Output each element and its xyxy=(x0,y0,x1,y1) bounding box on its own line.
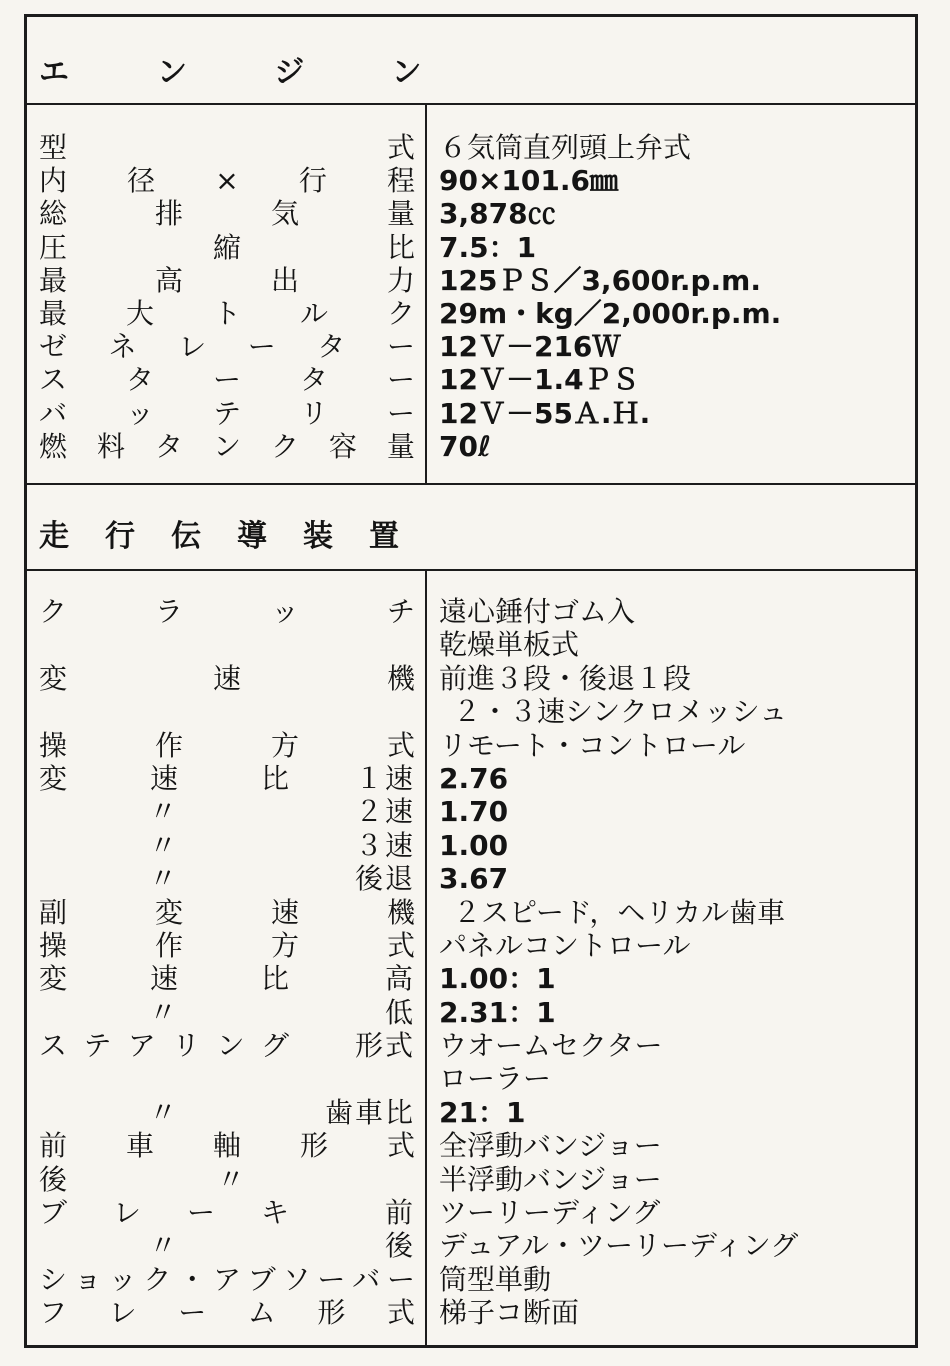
engine-label-row xyxy=(39,297,415,330)
drivetrain-value: デュアル・ツーリーディング xyxy=(439,1229,799,1263)
drivetrain-value: 1.00 xyxy=(439,828,509,862)
engine-label-row xyxy=(39,330,415,363)
engine-label-row xyxy=(39,430,415,463)
divider-engine-header xyxy=(27,103,915,105)
label-fuel-tank: 燃 料 タ ン ク 容 量 xyxy=(39,429,415,463)
drivetrain-label: 操 作 方 式 xyxy=(39,928,415,962)
drivetrain-label: 〃 xyxy=(149,862,178,896)
label-displacement: 総 排 気 量 xyxy=(39,197,415,231)
drivetrain-value: 1.00：1 xyxy=(439,962,556,996)
label-battery: バ ッ テ リ ー xyxy=(39,396,415,430)
drivetrain-label-row xyxy=(39,762,415,795)
drivetrain-label-row xyxy=(39,795,415,828)
value-max-power: 125ＰＳ／3,600r.p.m. xyxy=(439,263,761,297)
engine-labels xyxy=(39,131,415,463)
label-generator: ゼ ネ レ ー タ ー xyxy=(39,330,415,364)
drivetrain-label: 前 車 軸 形 式 xyxy=(39,1129,415,1163)
drivetrain-label: 副 変 速 機 xyxy=(39,895,415,929)
drivetrain-label-right: 低 xyxy=(384,995,415,1029)
drivetrain-value: 全浮動バンジョー xyxy=(439,1129,662,1163)
engine-values xyxy=(439,131,909,463)
drivetrain-value: ２スピード，ヘリカル歯車 xyxy=(453,895,786,929)
drivetrain-value: ツーリーディング xyxy=(439,1196,661,1230)
value-generator: 12Ｖ－216Ｗ xyxy=(439,330,621,364)
drivetrain-label: 変 速 比 xyxy=(39,962,289,996)
drivetrain-label-row xyxy=(39,1229,415,1262)
drivetrain-label: 〃 xyxy=(149,995,178,1029)
column-divider-engine xyxy=(425,103,427,483)
drivetrain-label: 変 速 機 xyxy=(39,661,415,695)
value-battery: 12Ｖ－55Ａ.Ｈ. xyxy=(439,396,651,430)
drivetrain-value: 半浮動バンジョー xyxy=(439,1162,662,1196)
value-compression: 7.5：1 xyxy=(439,230,537,264)
drivetrain-label-row xyxy=(39,628,415,661)
drivetrain-label-row xyxy=(39,595,415,628)
divider-engine-bottom xyxy=(27,483,915,485)
drivetrain-label-row xyxy=(39,1163,415,1196)
drivetrain-value: リモート・コントロール xyxy=(439,728,746,762)
drivetrain-label-row xyxy=(39,1096,415,1129)
drivetrain-label-row xyxy=(39,1296,415,1329)
drivetrain-label: ブ レ ー キ xyxy=(39,1196,289,1230)
drivetrain-label: 〃 xyxy=(149,795,178,829)
drivetrain-value: 乾燥単板式 xyxy=(439,628,580,662)
value-max-torque: 29m・kg／2,000r.p.m. xyxy=(439,296,782,330)
drivetrain-label-row xyxy=(39,1129,415,1162)
drivetrain-label: 〃 xyxy=(149,1229,178,1263)
drivetrain-value: 遠心錘付ゴム入 xyxy=(439,595,636,628)
drivetrain-value: 2.76 xyxy=(439,761,509,795)
value-bore-stroke: 90×101.6㎜ xyxy=(439,164,618,198)
engine-heading xyxy=(39,47,510,91)
column-divider-drivetrain xyxy=(425,569,427,1347)
drivetrain-label-right: 形式 xyxy=(354,1029,415,1063)
drivetrain-heading xyxy=(39,511,435,555)
label-compression: 圧 縮 比 xyxy=(39,230,415,264)
drivetrain-label-row xyxy=(39,1263,415,1296)
label-bore-stroke: 内 径 × 行 程 xyxy=(39,164,415,198)
engine-label-row xyxy=(39,264,415,297)
engine-label-row xyxy=(39,397,415,430)
drivetrain-label-row xyxy=(39,862,415,895)
drivetrain-label-row xyxy=(39,1029,415,1062)
label-model: 型 式 xyxy=(39,131,415,164)
drivetrain-label-right: 後退 xyxy=(354,862,415,896)
drivetrain-labels xyxy=(39,595,415,1330)
value-fuel-tank: 70ℓ xyxy=(439,429,492,463)
drivetrain-value: 梯子コ断面 xyxy=(439,1296,580,1330)
drivetrain-label: 〃 xyxy=(149,1095,178,1129)
drivetrain-value: ウオームセクター xyxy=(439,1029,663,1063)
drivetrain-label-right: ２速 xyxy=(354,795,415,829)
drivetrain-label-right: 歯車比 xyxy=(324,1095,415,1129)
drivetrain-label-right: 後 xyxy=(384,1229,415,1263)
engine-label-row xyxy=(39,131,415,164)
drivetrain-value: ローラー xyxy=(439,1062,552,1096)
drivetrain-label: 後 xyxy=(39,1162,68,1196)
drivetrain-label-right: ３速 xyxy=(354,828,415,862)
drivetrain-label-mid: 〃 xyxy=(217,1162,246,1196)
label-starter: ス タ ー タ ー xyxy=(39,363,415,397)
engine-label-row xyxy=(39,231,415,264)
drivetrain-label: 〃 xyxy=(149,828,178,862)
drivetrain-value: 筒型単動 xyxy=(439,1262,552,1296)
drivetrain-label-row xyxy=(39,1062,415,1095)
drivetrain-label: ク ラ ッ チ xyxy=(39,595,415,628)
engine-label-row xyxy=(39,164,415,197)
label-max-torque: 最 大 ト ル ク xyxy=(39,296,415,330)
drivetrain-label-right: 前 xyxy=(384,1196,415,1230)
engine-heading-text: エンジン xyxy=(39,55,510,90)
drivetrain-label-row xyxy=(39,996,415,1029)
drivetrain-label-row xyxy=(39,962,415,995)
drivetrain-label-right: 高 xyxy=(384,962,415,996)
value-starter: 12Ｖ－1.4ＰＳ xyxy=(439,363,640,397)
drivetrain-label: ス テ ア リ ン グ xyxy=(39,1029,289,1063)
drivetrain-label: 操 作 方 式 xyxy=(39,728,415,762)
drivetrain-label-row xyxy=(39,662,415,695)
drivetrain-value: 1.70 xyxy=(439,795,509,829)
drivetrain-label-row xyxy=(39,729,415,762)
drivetrain-label: フ レ ー ム 形 式 xyxy=(39,1296,415,1330)
drivetrain-label-row xyxy=(39,829,415,862)
drivetrain-value: ２・３速シンクロメッシュ xyxy=(453,695,788,729)
drivetrain-label: 変 速 比 xyxy=(39,761,289,795)
label-max-power: 最 高 出 力 xyxy=(39,263,415,297)
drivetrain-values xyxy=(439,595,909,1330)
drivetrain-value: 2.31：1 xyxy=(439,995,556,1029)
drivetrain-value: 3.67 xyxy=(439,862,509,896)
drivetrain-label-row xyxy=(39,695,415,728)
value-displacement: 3,878㏄ xyxy=(439,197,556,231)
engine-label-row xyxy=(39,197,415,230)
drivetrain-label-row xyxy=(39,896,415,929)
divider-drivetrain-header xyxy=(27,569,915,571)
spec-table xyxy=(24,14,918,1348)
drivetrain-value: 前進３段・後退１段 xyxy=(439,661,692,695)
drivetrain-label-right: １速 xyxy=(354,761,415,795)
drivetrain-label-row xyxy=(39,929,415,962)
drivetrain-label: シ ョ ッ ク ・ ア ブ ソ ー バ ー xyxy=(39,1262,415,1296)
drivetrain-value: パネルコントロール xyxy=(439,928,691,962)
drivetrain-label-row xyxy=(39,1196,415,1229)
drivetrain-heading-text: 走行伝導装置 xyxy=(39,519,435,554)
drivetrain-value: 21：1 xyxy=(439,1095,526,1129)
engine-label-row xyxy=(39,363,415,396)
value-model: ６気筒直列頭上弁式 xyxy=(439,131,692,164)
